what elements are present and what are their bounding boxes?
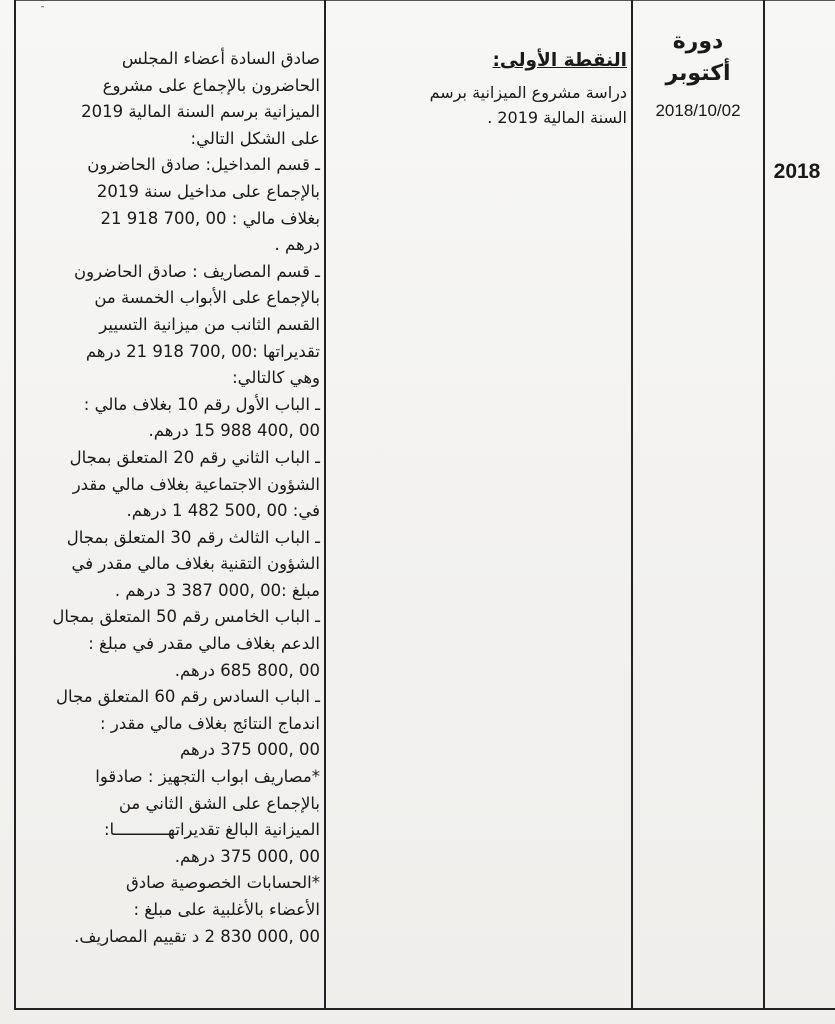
decision-line: 00 ,000 830 2 د تقييم المصاريف. <box>74 926 320 946</box>
decision-line: مبلغ :00 ,000 387 3 درهم . <box>114 580 320 600</box>
decision-line: بالإجماع على الأبواب الخمسة من <box>94 288 320 308</box>
session-title <box>636 26 760 90</box>
agenda-point-body <box>405 80 627 130</box>
decision-line: 00 ,400 988 15 درهم. <box>148 421 320 441</box>
decision-line: صادق السادة أعضاء المجلس <box>121 49 320 68</box>
decision-line: ـ الباب الأول رقم 10 بغلاف مالي : <box>83 394 320 414</box>
decision-line: بغلاف مالي : 00 ,700 918 21 <box>100 208 320 228</box>
session-title-line1: دورة <box>672 29 724 54</box>
session-title-line2: أكتوبر <box>665 61 731 86</box>
decision-line: ـ قسم المداخيل: صادق الحاضرون <box>87 155 320 175</box>
decision-line: ـ الباب الثالث رقم 30 المتعلق بمجال <box>66 527 320 547</box>
decision-line: درهم . <box>274 235 320 255</box>
decision-line: الدعم بغلاف مالي مقدر في مبلغ : <box>88 634 320 654</box>
decision-line: القسم الثانب من ميزانية التسيير <box>99 314 320 334</box>
decision-line: الميزانية برسم السنة المالية 2019 <box>81 102 320 122</box>
decision-line: *الحسابات الخصوصية صادق <box>125 873 320 893</box>
decision-line: ـ الباب الثاني رقم 20 المتعلق بمجال <box>69 447 320 467</box>
decision-line: بالإجماع على الشق الثاني من <box>118 793 320 813</box>
decision-line: في: 00 ,500 482 1 درهم. <box>126 501 320 521</box>
decision-line: ـ الباب الخامس رقم 50 المتعلق بمجال <box>52 607 320 627</box>
agenda-line-1: دراسة مشروع الميزانية برسم <box>429 83 627 102</box>
decision-line: بالإجماع على مداخيل سنة 2019 <box>96 181 320 201</box>
scan-mark: ˉ <box>40 6 45 17</box>
session-date: 2018/10/02 <box>655 101 741 120</box>
decision-line: تقديراتها :00 ,700 918 21 درهم <box>85 341 320 361</box>
decision-line: 00 ,000 375 درهم. <box>174 846 320 866</box>
decision-text <box>14 46 320 950</box>
decision-line: الشؤون الاجتماعية بغلاف مالي مقدر <box>72 474 320 494</box>
table-border-session-year <box>763 0 765 1010</box>
table-top-border <box>14 0 835 1</box>
decision-line: ـ قسم المصاريف : صادق الحاضرون <box>73 261 320 281</box>
table-border-agenda-session <box>631 0 633 1010</box>
agenda-line-2: السنة المالية 2019 . <box>487 108 627 127</box>
table-bottom-border <box>14 1008 835 1010</box>
year-cell: 2018 <box>773 160 821 183</box>
decision-line: ـ الباب السادس رقم 60 المتعلق مجال <box>56 687 320 707</box>
agenda-point-title: النقطة الأولى: <box>492 50 627 71</box>
decision-line: على الشكل التالي: <box>190 128 320 148</box>
decision-line: وهي كالتالي: <box>232 368 320 388</box>
table-border-decision-agenda <box>324 0 326 1010</box>
decision-line: 00 ,800 685 درهم. <box>174 660 320 680</box>
decision-line: 00 ,000 375 درهم <box>180 740 320 760</box>
decision-line: الأعضاء بالأغلبية على مبلغ : <box>133 900 320 919</box>
decision-line: الحاضرون بالإجماع على مشروع <box>102 75 320 95</box>
decision-line: الميزانية البالغ تقديراتهـــــــــــا: <box>104 820 320 840</box>
decision-line: *مصاريف ابواب التجهيز : صادقوا <box>95 767 320 787</box>
decision-line: اندماج النتائج بغلاف مالي مقدر : <box>100 713 320 733</box>
decision-line: الشؤون التقنية بغلاف مالي مقدر في <box>71 554 320 574</box>
